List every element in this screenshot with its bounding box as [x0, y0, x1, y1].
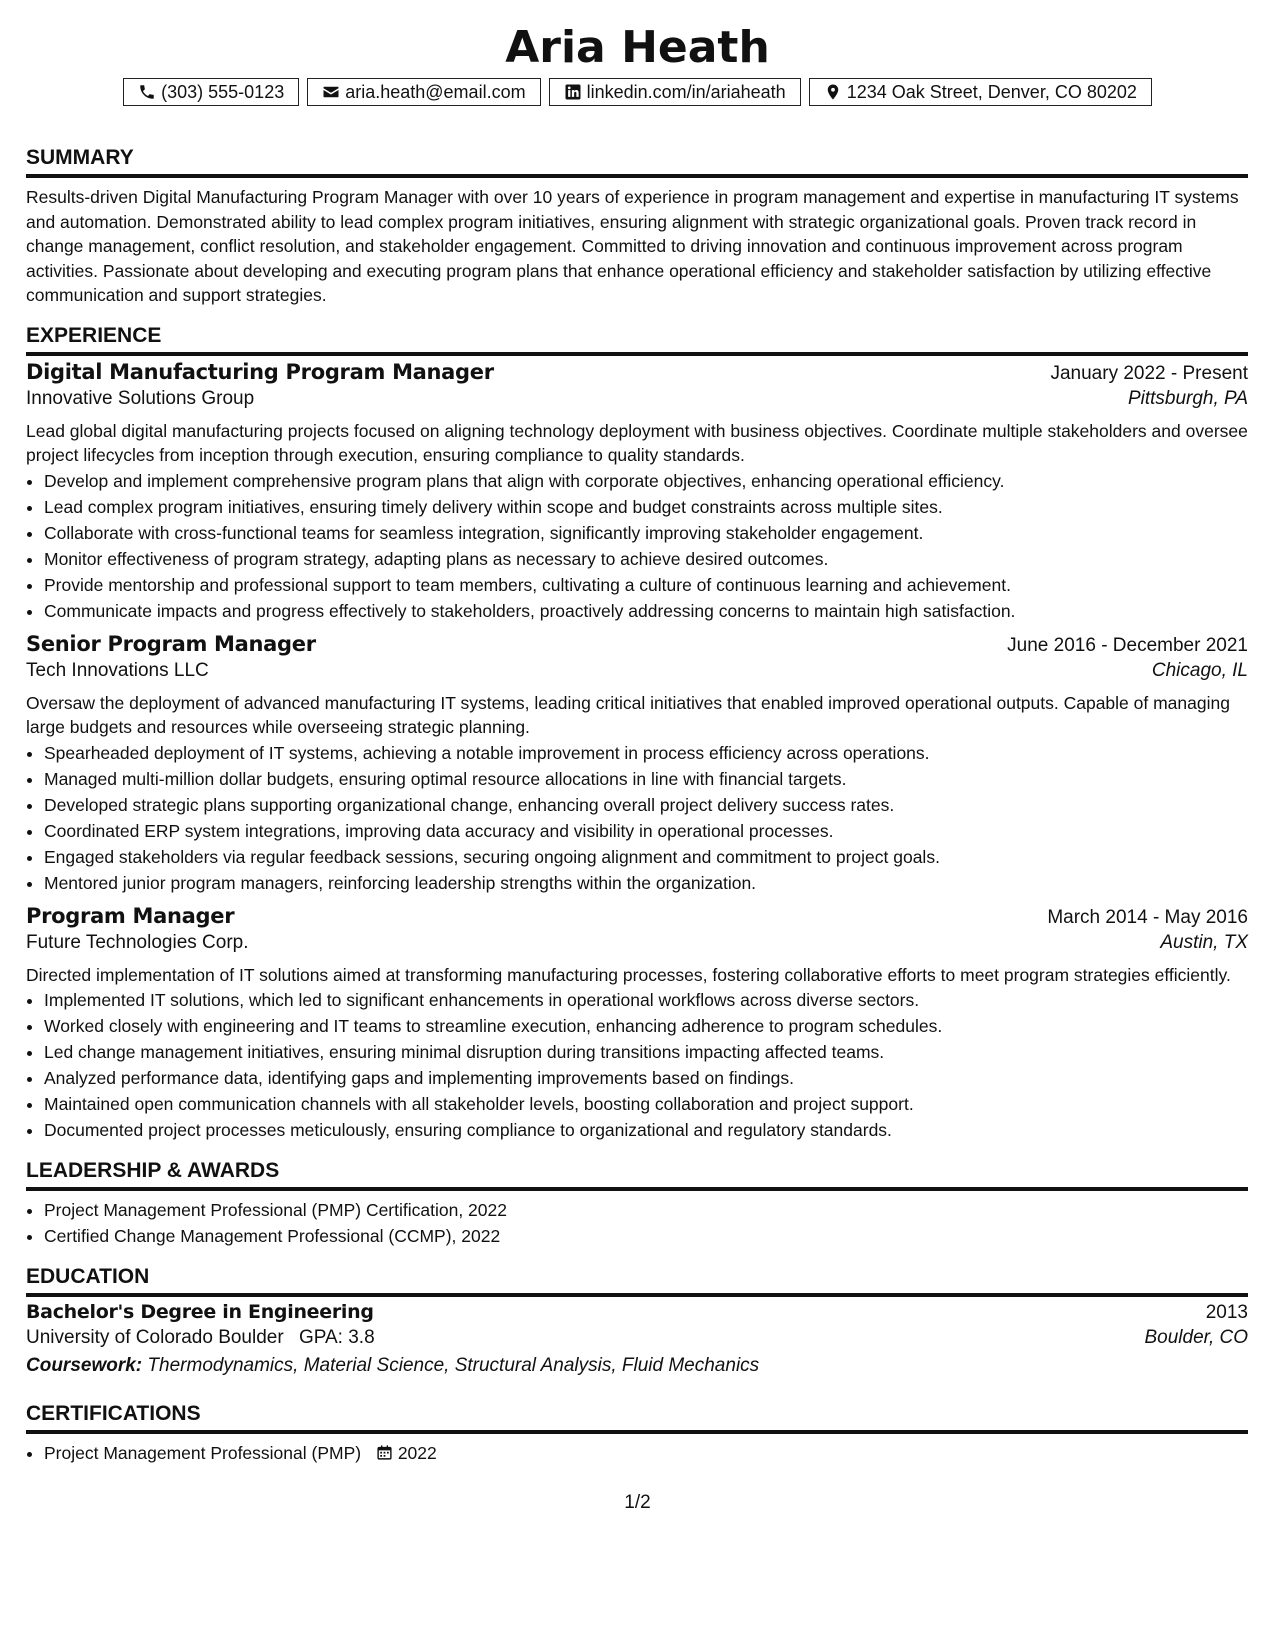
contact-row	[0, 78, 1275, 106]
contact-address[interactable]	[809, 78, 1152, 106]
list-item: • Managed multi-million dollar budgets, ensuring optimal resource allocations in line with financial targets.	[44, 766, 1248, 792]
section-title-summary: SUMMARY	[26, 144, 1248, 178]
school-location: Boulder, CO	[1144, 1327, 1248, 1348]
linkedin-icon	[564, 83, 582, 101]
list-item: • Monitor effectiveness of program strategy, adapting plans as necessary to achieve desired outcomes.	[44, 546, 1248, 572]
experience-section	[26, 322, 1248, 1144]
education-section	[26, 1263, 1248, 1380]
list-item: • Developed strategic plans supporting organizational change, enhancing overall project delivery success rates.	[44, 792, 1248, 818]
section-title-experience: EXPERIENCE	[26, 322, 1248, 356]
list-item: • Worked closely with engineering and IT teams to streamline execution, enhancing adherence to program schedules.	[44, 1013, 1248, 1039]
leadership-section	[26, 1157, 1248, 1249]
job-location: Austin, TX	[1160, 931, 1248, 953]
list-item	[44, 1440, 1248, 1468]
certifications-section	[26, 1400, 1248, 1468]
list-item: • Analyzed performance data, identifying gaps and implementing improvements based on findings.	[44, 1065, 1248, 1091]
phone-icon	[138, 83, 156, 101]
contact-email[interactable]	[307, 78, 540, 106]
job-entry	[26, 360, 1248, 624]
graduation-year: 2013	[1205, 1302, 1248, 1323]
resume-page	[26, 22, 1248, 1468]
job-location: Chicago, IL	[1151, 659, 1248, 681]
job-location: Pittsburgh, PA	[1127, 387, 1248, 409]
list-item: • Certified Change Management Professional (CCMP), 2022	[44, 1223, 1248, 1249]
page-number: 1/2	[624, 1492, 651, 1513]
email-icon	[322, 83, 340, 101]
list-item: • Collaborate with cross-functional teams for seamless integration, significantly improving stakeholder engagement.	[44, 520, 1248, 546]
certification-year: 2022	[397, 1443, 437, 1463]
job-title: Program Manager	[26, 903, 235, 928]
certifications-list	[26, 1440, 1248, 1468]
list-item: • Maintained open communication channels with all stakeholder levels, boosting collaboration and project support.	[44, 1091, 1248, 1117]
list-item: • Coordinated ERP system integrations, improving data accuracy and visibility in operational processes.	[44, 818, 1248, 844]
list-item: • Provide mentorship and professional support to team members, cultivating a culture of continuous learning and achievement.	[44, 572, 1248, 598]
job-bullets	[26, 987, 1248, 1143]
list-item: • Develop and implement comprehensive program plans that align with corporate objectives, enhancing operational efficiency.	[44, 468, 1248, 494]
contact-phone[interactable]	[123, 78, 299, 106]
job-dates: June 2016 - December 2021	[1007, 634, 1248, 656]
contact-linkedin[interactable]	[549, 78, 801, 106]
section-title-leadership: LEADERSHIP & AWARDS	[26, 1157, 1248, 1191]
coursework-label: Coursework:	[26, 1355, 143, 1376]
calendar-icon	[376, 1442, 393, 1468]
email-text: aria.heath@email.com	[345, 81, 526, 102]
address-text: 1234 Oak Street, Denver, CO 80202	[846, 81, 1137, 102]
section-title-education: EDUCATION	[26, 1263, 1248, 1297]
list-item: • Mentored junior program managers, reinforcing leadership strengths within the organization.	[44, 870, 1248, 896]
list-item: • Engaged stakeholders via regular feedback sessions, securing ongoing alignment and commitment to project goals.	[44, 844, 1248, 870]
school-name: University of Colorado Boulder	[26, 1327, 284, 1348]
summary-text: Results-driven Digital Manufacturing Program Manager with over 10 years of experience in program management and expertise in manufacturing IT systems and automation. Demonstrated ability to lead complex program initiatives, ensuring alignment with strategic organizational goals. Proven track record in change management, conflict resolution, and stakeholder engagement. Committed to driving innovation and continuous improvement across program activities. Passionate about developing and executing program plans that enhance operational efficiency and stakeholder satisfaction by utilizing effective communication and support strategies.	[26, 187, 1239, 305]
list-item: • Project Management Professional (PMP) Certification, 2022	[44, 1197, 1248, 1223]
list-item: • Spearheaded deployment of IT systems, achieving a notable improvement in process efficiency across operations.	[44, 740, 1248, 766]
degree: Bachelor's Degree in Engineering	[26, 1301, 374, 1323]
job-description: Lead global digital manufacturing projects focused on aligning technology deployment with business objectives. Coordinate multiple stakeholders and oversee project lifecycles from inception through execution, ensuring compliance to quality standards.	[26, 420, 1248, 465]
job-entry	[26, 632, 1248, 896]
gpa: GPA: 3.8	[298, 1327, 375, 1348]
coursework-text: Thermodynamics, Material Science, Structural Analysis, Fluid Mechanics	[147, 1355, 760, 1376]
job-title: Senior Program Manager	[26, 631, 316, 656]
job-entry	[26, 904, 1248, 1144]
summary-section	[26, 144, 1248, 308]
candidate-name: Aria Heath	[505, 22, 770, 73]
section-title-certifications: CERTIFICATIONS	[26, 1400, 1248, 1434]
list-item: • Documented project processes meticulously, ensuring compliance to organizational and regulatory standards.	[44, 1117, 1248, 1143]
job-description: Oversaw the deployment of advanced manufacturing IT systems, leading critical initiatives that enabled improved operational outputs. Capable of managing large budgets and resources while overseeing strategic planning.	[26, 692, 1230, 737]
job-company: Tech Innovations LLC	[26, 659, 209, 681]
coursework-line	[26, 1352, 1248, 1380]
linkedin-text: linkedin.com/in/ariaheath	[586, 81, 786, 102]
job-company: Future Technologies Corp.	[26, 931, 249, 953]
list-item: • Communicate impacts and progress effectively to stakeholders, proactively addressing concerns to maintain high satisfaction.	[44, 598, 1248, 624]
leadership-list	[26, 1197, 1248, 1249]
location-icon	[824, 83, 842, 101]
job-description: Directed implementation of IT solutions aimed at transforming manufacturing processes, fostering collaborative efforts to meet program strategies efficiently.	[26, 964, 1231, 985]
list-item: • Implemented IT solutions, which led to significant enhancements in operational workflows across diverse sectors.	[44, 987, 1248, 1013]
job-bullets	[26, 740, 1248, 896]
list-item: • Lead complex program initiatives, ensuring timely delivery within scope and budget constraints across multiple sites.	[44, 494, 1248, 520]
job-company: Innovative Solutions Group	[26, 387, 255, 409]
job-dates: March 2014 - May 2016	[1047, 906, 1248, 928]
job-dates: January 2022 - Present	[1050, 362, 1248, 384]
phone-text: (303) 555-0123	[161, 81, 285, 102]
list-item: • Led change management initiatives, ensuring minimal disruption during transitions impacting affected teams.	[44, 1039, 1248, 1065]
job-title: Digital Manufacturing Program Manager	[26, 359, 494, 384]
certification-name: Project Management Professional (PMP)	[44, 1443, 362, 1463]
job-bullets	[26, 468, 1248, 624]
